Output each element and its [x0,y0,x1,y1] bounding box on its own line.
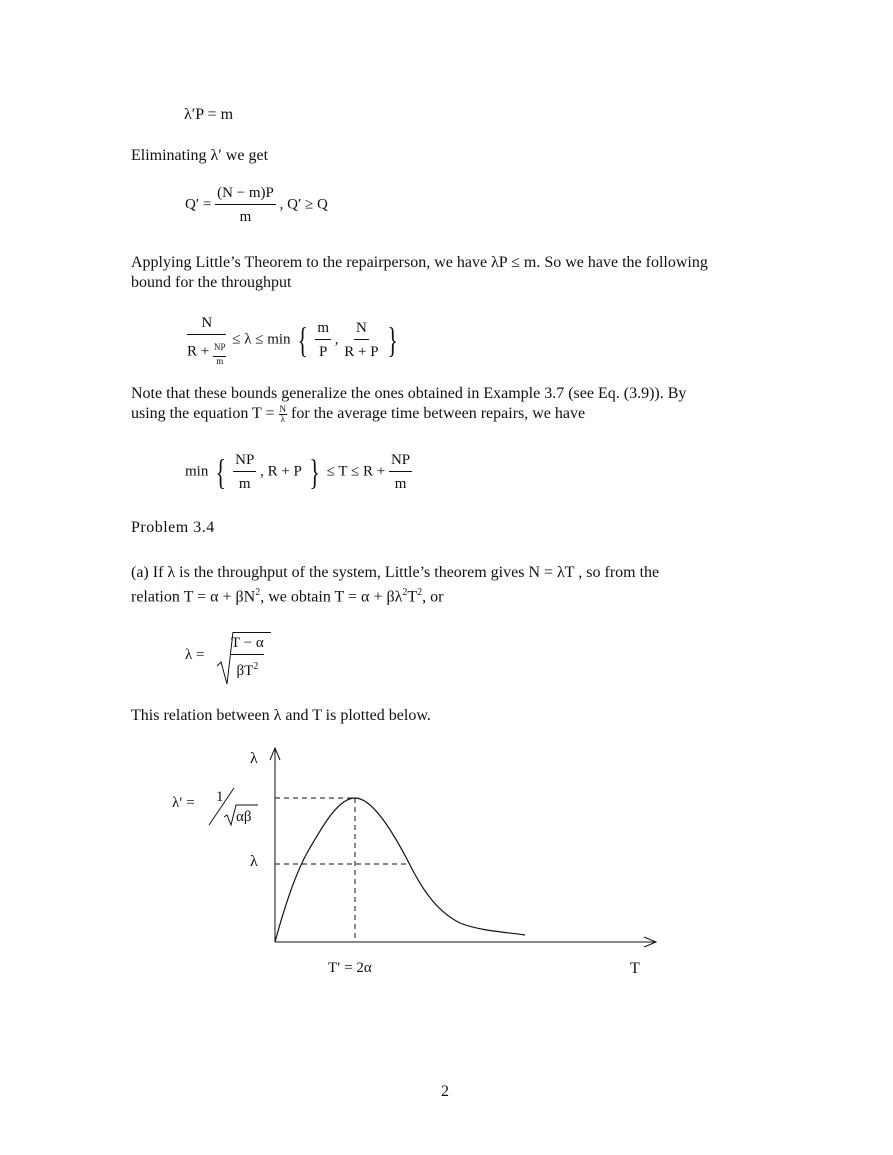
eq3-comma: , [334,331,339,348]
note-frac-num: N [279,403,287,414]
eq4-fraction-np-m-2 [389,451,412,493]
eq5-den [234,655,260,680]
note-line-2b: for the average time between repairs, we have [291,405,586,422]
eq4-num2: NP [389,451,412,472]
x-axis-label: T [630,960,640,977]
eq3-fraction-m-p [315,319,331,361]
right-brace: } [387,320,399,360]
eq2-numerator: (N − m)P [215,184,276,205]
eq3-den1-fraction [213,338,227,366]
paragraph-note [131,384,751,424]
note-line-1: Note that these bounds generalize the ones obtained in Example 3.7 (see Eq. (3.9)). By [131,385,687,402]
eq5-lhs: λ = [185,647,205,663]
note-line-2a: using the equation T = [131,405,275,422]
paragraph-part-a [131,563,751,607]
t-prime-label: T′ = 2α [328,960,372,976]
left-brace-2: { [215,452,226,492]
lambda-vs-t-plot [0,735,893,995]
page-number: 2 [441,1083,449,1100]
eq3-den1-den: m [216,356,224,366]
eq2-lhs: Q′ = [185,196,212,213]
left-brace: { [297,320,309,360]
problem-heading: Problem 3.4 [131,519,215,536]
eq3-fraction-left [185,314,228,366]
note-frac-den: λ [280,413,285,424]
eq1-rhs: m [220,106,234,123]
eq3-den1-num: NP [213,338,227,357]
equation-throughput-bound [185,314,402,366]
paragraph-eliminating: Eliminating λ′ we get [131,147,269,164]
throughput-curve [275,798,525,942]
eq3-num3: N [354,319,369,340]
part-a-line-2b: , we obtain T = α + βλ [260,588,403,606]
paragraph-plot: This relation between λ and T is plotted below. [131,707,431,724]
eq4-den1: m [238,476,251,492]
eq3-den2: P [319,344,328,360]
lambda-tick-label: λ [250,853,258,870]
note-line-2 [131,404,751,424]
eq4-fraction-np-m [233,451,256,493]
eq4-mid: , R + P [260,463,302,480]
part-a-line-2c: T [407,588,418,606]
lambda-prime-den: αβ [236,809,252,825]
eq4-den2: m [394,476,407,492]
equation-lambda-prime [184,106,233,124]
part-a-line-2 [131,583,751,607]
eq2-denominator: m [239,209,252,225]
eq5-fraction [231,634,264,680]
eq3-num2: m [315,319,331,340]
equation-q-prime [185,184,328,226]
eq3-num1: N [187,314,226,335]
eq1-lhs: λ′P [184,106,204,123]
part-a-line-2d: , or [422,588,444,606]
part-a-sup-2: 2 [402,587,408,598]
eq3-fraction-n-rp [342,319,380,361]
part-a-line-1: (a) If λ is the throughput of the system, Little’s theorem gives N = λT , so from the [131,564,660,581]
eq3-den1-a: R + [187,343,210,360]
eq4-min: min [185,463,209,480]
eq2-fraction [215,184,276,226]
part-a-sup-1: 2 [255,587,261,598]
eq5-den-base: βT [236,663,254,679]
eq3-mid: ≤ λ ≤ min [232,331,291,348]
eq2-tail: , Q′ ≥ Q [279,196,328,213]
lambda-prime-num: 1 [216,789,224,805]
eq5-num: T − α [231,634,264,655]
right-brace-2: } [309,452,320,492]
lambda-prime-lhs: λ′ = [172,795,195,811]
part-a-sup-3: 2 [417,587,423,598]
paragraph-little-theorem: Applying Little’s Theorem to the repairperson, we have λP ≤ m. So we have the following bound for the throughput [131,254,708,291]
eq3-den1 [185,335,228,366]
equation-time-bound [185,451,412,493]
eq1-op: = [207,106,217,123]
eq4-num1: NP [233,451,256,472]
eq5-den-sup: 2 [253,661,259,672]
eq3-den3: R + P [344,344,379,360]
y-axis-label: λ [250,750,258,767]
note-fraction [279,405,288,424]
part-a-line-2a: relation T = α + βN [131,588,256,606]
eq4-rel: ≤ T ≤ R + [326,463,386,480]
